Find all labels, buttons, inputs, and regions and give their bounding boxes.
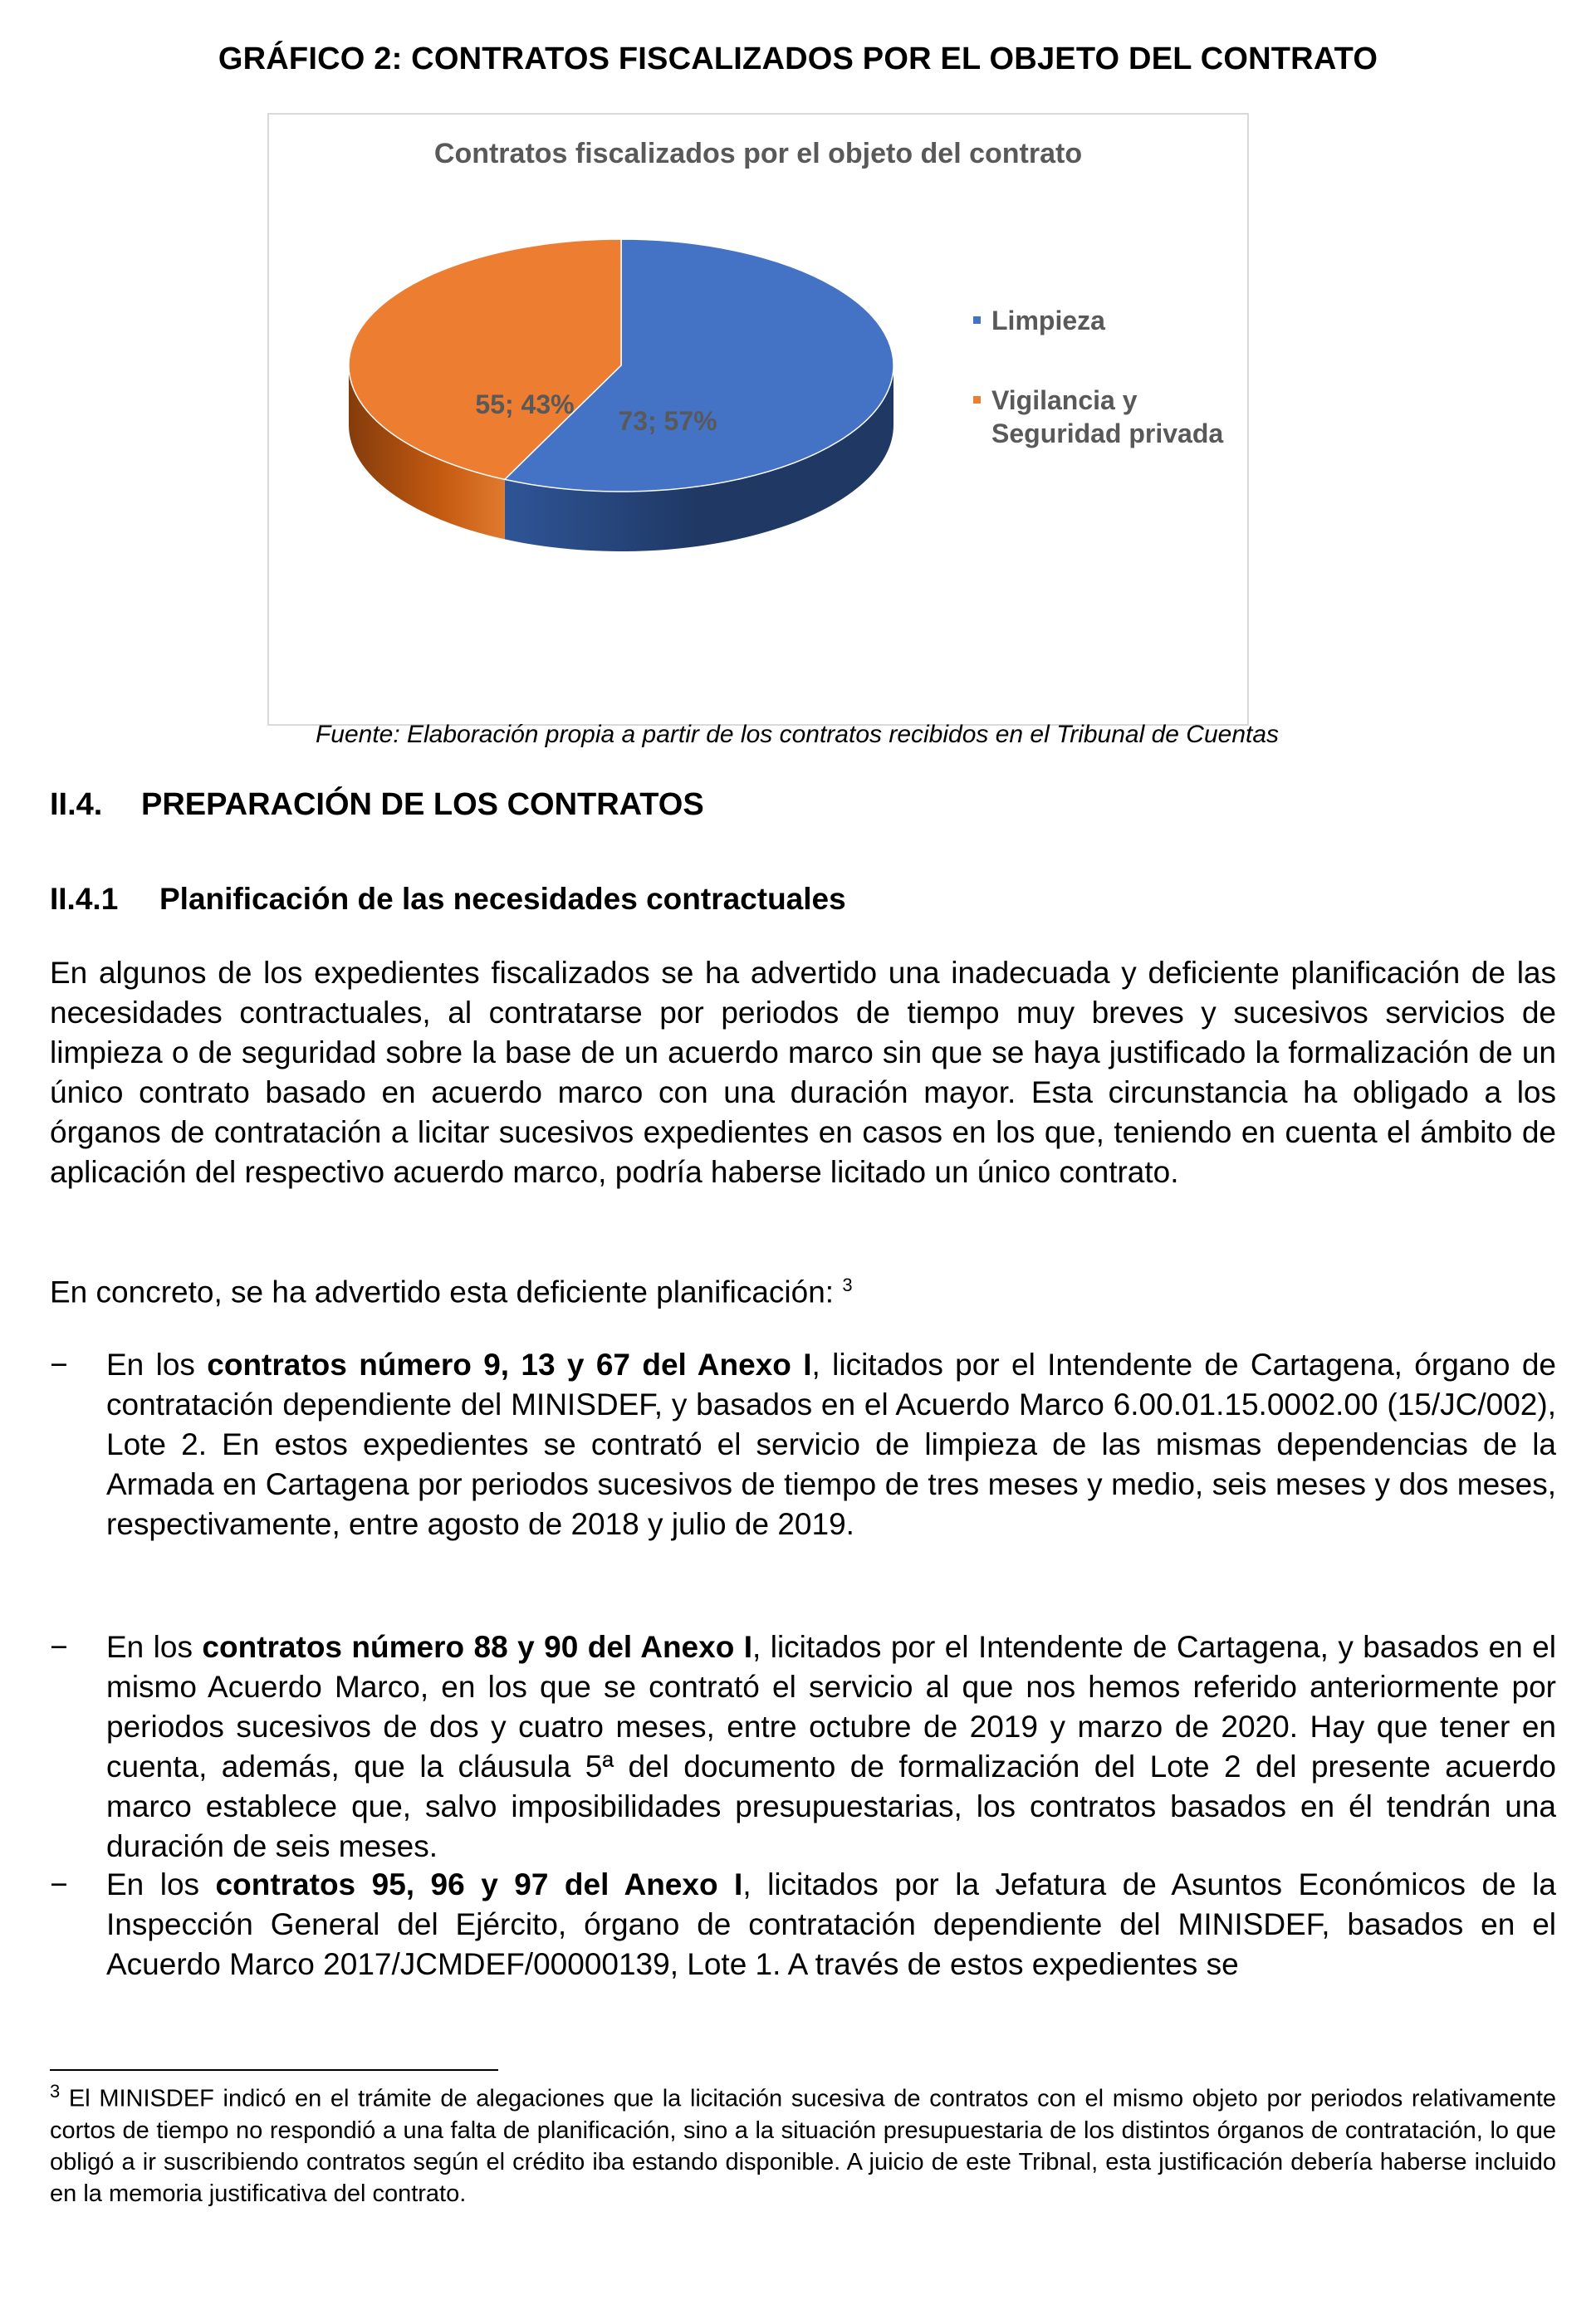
figure-source: Fuente: Elaboración propia a partir de los contratos recibidos en el Tribunal de Cuentas bbox=[315, 721, 1280, 748]
chart-title: Contratos fiscalizados por el objeto del contrato bbox=[433, 138, 1083, 169]
list-item bbox=[50, 1345, 1556, 1544]
bullet-dash: − bbox=[50, 1348, 68, 1382]
legend-swatch-limpieza bbox=[973, 316, 981, 324]
bullet-pre: En los bbox=[106, 1867, 216, 1901]
bullet-list bbox=[50, 1345, 1556, 1544]
footnote-ref[interactable]: 3 bbox=[842, 1275, 853, 1295]
footnote-number: 3 bbox=[50, 2081, 61, 2102]
list-item bbox=[50, 1627, 1556, 1867]
bullet-dash: − bbox=[50, 1630, 68, 1664]
paragraph-2-text: En concreto, se ha advertido esta deficiente planificación: bbox=[50, 1275, 835, 1309]
list-item bbox=[50, 1865, 1556, 1984]
bullet-list bbox=[50, 1865, 1556, 1984]
bullet-dash: − bbox=[50, 1867, 68, 1901]
chart-legend bbox=[967, 304, 1249, 497]
bullet-bold: contratos 95, 96 y 97 del Anexo I bbox=[215, 1867, 743, 1901]
legend-label-limpieza: Limpieza bbox=[991, 306, 1105, 335]
bullet-pre: En los bbox=[106, 1630, 203, 1664]
paragraph-2 bbox=[50, 1265, 1556, 1312]
footnote-text: El MINISDEF indicó en el trámite de alegaciones que la licitación sucesiva de contratos con el mismo objeto por periodos relativamente cortos de tiempo no respondió a una falta de planificación, sino a la situación presupuestaria de los distintos órganos de contratación, lo que obligó a ir suscribiendo contratos según el crédito iba estando disponible. A juicio de este Tribnal, esta justificación debería haberse incluido en la memoria justificativa del contrato. bbox=[50, 2085, 1557, 2207]
legend-item-limpieza bbox=[967, 304, 1249, 337]
subsection-heading bbox=[50, 882, 846, 917]
section-number: II.4. bbox=[50, 787, 103, 822]
subsection-number: II.4.1 bbox=[50, 882, 119, 916]
footnote bbox=[50, 2076, 1556, 2210]
legend-label-vigilancia-line2: Seguridad privada bbox=[991, 418, 1224, 448]
pie-data-label-limpieza: 73; 57% bbox=[618, 406, 717, 436]
legend-item-vigilancia bbox=[967, 384, 1249, 450]
pie-chart bbox=[267, 113, 1249, 726]
bullet-bold: contratos número 9, 13 y 67 del Anexo I bbox=[207, 1348, 812, 1382]
subsection-title: Planificación de las necesidades contractuales bbox=[159, 882, 846, 916]
bullet-post: , licitados por el Intendente de Cartagena, y basados en el mismo Acuerdo Marco, en los que se contrató el servicio al que nos hemos referido anteriormente por periodos sucesivos de dos y cuatro meses, entre octubre de 2019 y marzo de 2020. Hay que tener en cuenta, además, que la cláusula 5ª del documento de formalización del Lote 2 del presente acuerdo marco establece que, salvo imposibilidades presupuestarias, los contratos basados en él tendrán una duración de seis meses. bbox=[106, 1630, 1556, 1863]
figure-caption: GRÁFICO 2: CONTRATOS FISCALIZADOS POR EL OBJETO DEL CONTRATO bbox=[218, 42, 1378, 76]
bullet-post: , licitados por el Intendente de Cartagena, órgano de contratación dependiente del MINISDEF, y basados en el Acuerdo Marco 6.00.01.15.0002.00 (15/JC/002), Lote 2. En estos expedientes se contrató el servicio de limpieza de las mismas dependencias de la Armada en Cartagena por periodos sucesivos de tiempo de tres meses y medio, seis meses y dos meses, respectivamente, entre agosto de 2018 y julio de 2019. bbox=[106, 1348, 1557, 1541]
paragraph-1: En algunos de los expedientes fiscalizados se ha advertido una inadecuada y deficiente planificación de las necesidades contractuales, al contratarse por periodos de tiempo muy breves y sucesivos servicios de limpieza o de seguridad sobre la base de un acuerdo marco sin que se haya justificado la formalización de un único contrato basado en acuerdo marco con una duración mayor. Esta circunstancia ha obligado a los órganos de contratación a licitar sucesivos expedientes en casos en los que, teniendo en cuenta el ámbito de aplicación del respectivo acuerdo marco, podría haberse licitado un único contrato. bbox=[50, 956, 1556, 1189]
bullet-list bbox=[50, 1627, 1556, 1867]
section-title: PREPARACIÓN DE LOS CONTRATOS bbox=[141, 787, 704, 822]
legend-swatch-vigilancia bbox=[973, 396, 981, 404]
section-heading bbox=[50, 787, 704, 823]
bullet-post: , licitados por la Jefatura de Asuntos Económicos de la Inspección General del Ejército, órgano de contratación dependiente del MINISDEF, basados en el Acuerdo Marco 2017/JCMDEF/00000139, Lote 1. A través de estos expedientes se bbox=[106, 1867, 1556, 1981]
pie-data-label-vigilancia: 55; 43% bbox=[475, 389, 575, 419]
bullet-bold: contratos número 88 y 90 del Anexo I bbox=[202, 1630, 753, 1664]
footnote-divider bbox=[50, 2069, 498, 2071]
legend-label-vigilancia-line1: Vigilancia y bbox=[991, 385, 1138, 415]
bullet-pre: En los bbox=[106, 1348, 208, 1382]
